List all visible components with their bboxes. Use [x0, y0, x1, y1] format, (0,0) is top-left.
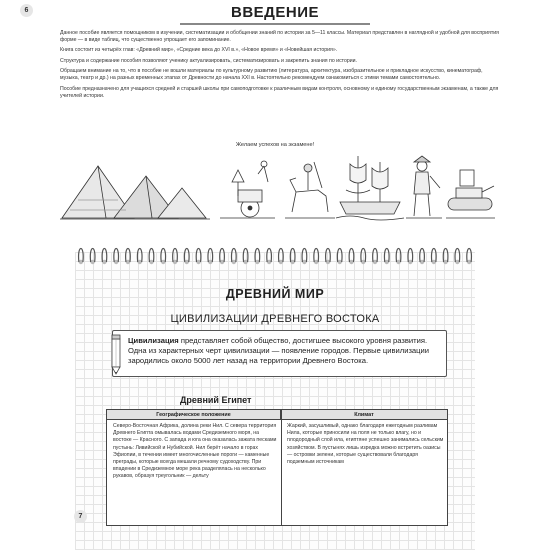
binding-hole: [361, 260, 365, 264]
chapter-title: ДРЕВНИЙ МИР: [225, 287, 325, 301]
binding-ring: [373, 249, 378, 265]
intro-paragraph: Пособие предназначено для учащихся средней и старшей школы при самоподготовке к различным видам контроля, основному и единому государственным экзаменам, а также для учителей истории.: [60, 85, 499, 99]
binding-hole: [432, 260, 436, 264]
binding-hole: [102, 260, 106, 264]
definition-body: представляет собой общество, достигшее высокого уровня развития. Одна из характерных черт цивилизации — появление городов. Первые цивилизации зародились около 5000 лет назад на территории Древнего Востока.: [128, 336, 429, 365]
binding-hole: [220, 260, 224, 264]
egypt-section-title: Древний Египет: [180, 395, 252, 405]
binding-hole: [443, 260, 447, 264]
binding-hole: [373, 260, 377, 264]
binding-ring: [149, 249, 154, 265]
table-cell-climate: Жаркий, засушливый, однако благодаря ежегодным разливам Нила, которые приносили на поля не только влагу, но и плодородный слой ила, египтяне успешно занимались сельским хозяйством. В пустынях лишь изредка можно встретить оазисы — островки зелени, которые существовали благодаря подземным источникам: [287, 423, 444, 466]
definition-text: [128, 336, 438, 366]
binding-ring: [184, 249, 189, 265]
binding-ring: [396, 249, 401, 265]
binding-hole: [396, 260, 400, 264]
explorer-illustration: [406, 156, 442, 218]
binding-hole: [314, 260, 318, 264]
wish-text: Желаем успехов на экзамене!: [235, 142, 315, 148]
egypt-table: [106, 409, 448, 526]
binding-hole: [114, 260, 118, 264]
binding-ring: [90, 249, 95, 265]
binding-hole: [255, 260, 259, 264]
heading-underline: [180, 23, 370, 25]
binding-hole: [467, 260, 471, 264]
binding-ring: [431, 249, 436, 265]
binding-hole: [455, 260, 459, 264]
page-number-bottom: 7: [74, 510, 87, 523]
binding-hole: [290, 260, 294, 264]
binding-ring: [314, 249, 319, 265]
binding-hole: [90, 260, 94, 264]
binding-hole: [243, 260, 247, 264]
binding-hole: [196, 260, 200, 264]
binding-hole: [385, 260, 389, 264]
chariot-illustration: [220, 161, 275, 218]
binding-ring: [114, 249, 119, 265]
binding-ring: [126, 249, 131, 265]
binding-ring: [279, 249, 284, 265]
binding-ring: [231, 249, 236, 265]
column-divider: [281, 410, 282, 525]
binding-ring: [420, 249, 425, 265]
binding-hole: [173, 260, 177, 264]
definition-term: Цивилизация: [128, 336, 179, 345]
binding-ring: [243, 249, 248, 265]
binding-hole: [232, 260, 236, 264]
binding-hole: [326, 260, 330, 264]
intro-paragraph: Данное пособие является помощником в изучении, систематизации и обобщении знаний по истории за 5—11 классы. Материал представлен в наглядной и удобной для восприятия форме — в виде таблиц, что существенно упрощает его запоминание.: [60, 30, 499, 44]
binding-ring: [290, 249, 295, 265]
binding-hole: [185, 260, 189, 264]
binding-ring: [302, 249, 307, 265]
chapter-subtitle: ЦИВИЛИЗАЦИИ ДРЕВНЕГО ВОСТОКА: [170, 313, 380, 325]
binding-ring: [79, 249, 84, 265]
binding-hole: [138, 260, 142, 264]
table-cell-geography: Северо-Восточная Африка, долина реки Нил. С севера территория Древнего Египта омывалась водами Средиземного моря, на востоке — Красного. С запада и юга она оказалась зажата песками пустынь: Ливийской и Нубийской. Нил берёт начало в горах Эфиопии, в течении имеет многочисленные пороги — каменные преграды, которые всегда мешали речному судоходству. При впадении в Средиземное море река разделялась на несколько рукавов, образуя треугольник — дельту: [113, 423, 277, 480]
pyramids-illustration: [60, 166, 210, 219]
intro-paragraph: Структура и содержание пособия позволяют ученику актуализировать, систематизировать и закрепить знания по истории.: [60, 57, 357, 64]
intro-text: [60, 30, 500, 103]
binding-hole: [161, 260, 165, 264]
ship-illustration: [336, 156, 404, 220]
binding-hole: [79, 260, 83, 264]
binding-ring: [443, 249, 448, 265]
knight-illustration: [285, 162, 335, 218]
binding-hole: [349, 260, 353, 264]
binding-hole: [267, 260, 271, 264]
pencil-icon: [108, 333, 124, 375]
binding-ring: [455, 249, 460, 265]
binding-ring: [267, 249, 272, 265]
binding-ring: [467, 249, 472, 265]
binding-ring: [220, 249, 225, 265]
binding-ring: [408, 249, 413, 265]
binding-ring: [196, 249, 201, 265]
binding-hole: [279, 260, 283, 264]
binding-hole: [338, 260, 342, 264]
binding-ring: [161, 249, 166, 265]
binding-hole: [149, 260, 153, 264]
binding-ring: [102, 249, 107, 265]
intro-paragraph: Книга состоит из четырёх глав: «Древний мир», «Средние века до XVI в.», «Новое время» и «Новейшая история».: [60, 47, 338, 54]
binding-hole: [408, 260, 412, 264]
intro-heading: ВВЕДЕНИЕ: [231, 4, 319, 21]
binding-ring: [137, 249, 142, 265]
tank-illustration: [446, 170, 495, 218]
binding-ring: [255, 249, 260, 265]
page-number-top: 6: [20, 4, 33, 17]
binding-hole: [208, 260, 212, 264]
binding-ring: [173, 249, 178, 265]
binding-hole: [302, 260, 306, 264]
table-header-geography: Географическое положение: [107, 410, 281, 420]
binding-hole: [420, 260, 424, 264]
table-header-climate: Климат: [281, 410, 447, 420]
binding-ring: [208, 249, 213, 265]
binding-ring: [337, 249, 342, 265]
intro-paragraph: Обращаем внимание на то, что в пособие не вошли материалы по культурному развитию (литература, архитектура, изобразительное и прикладное искусство, кинематограф, музыка, театр и др.) на разных временных этапах от Древности до начала XXI в. Настоятельно рекомендуем ознакомиться с этими темами самостоятельно.: [60, 68, 483, 82]
binding-ring: [349, 249, 354, 265]
history-illustrations: [60, 152, 495, 224]
binding-ring: [361, 249, 366, 265]
binding-hole: [126, 260, 130, 264]
binding-ring: [384, 249, 389, 265]
binding-ring: [326, 249, 331, 265]
spiral-binding: [75, 236, 475, 274]
